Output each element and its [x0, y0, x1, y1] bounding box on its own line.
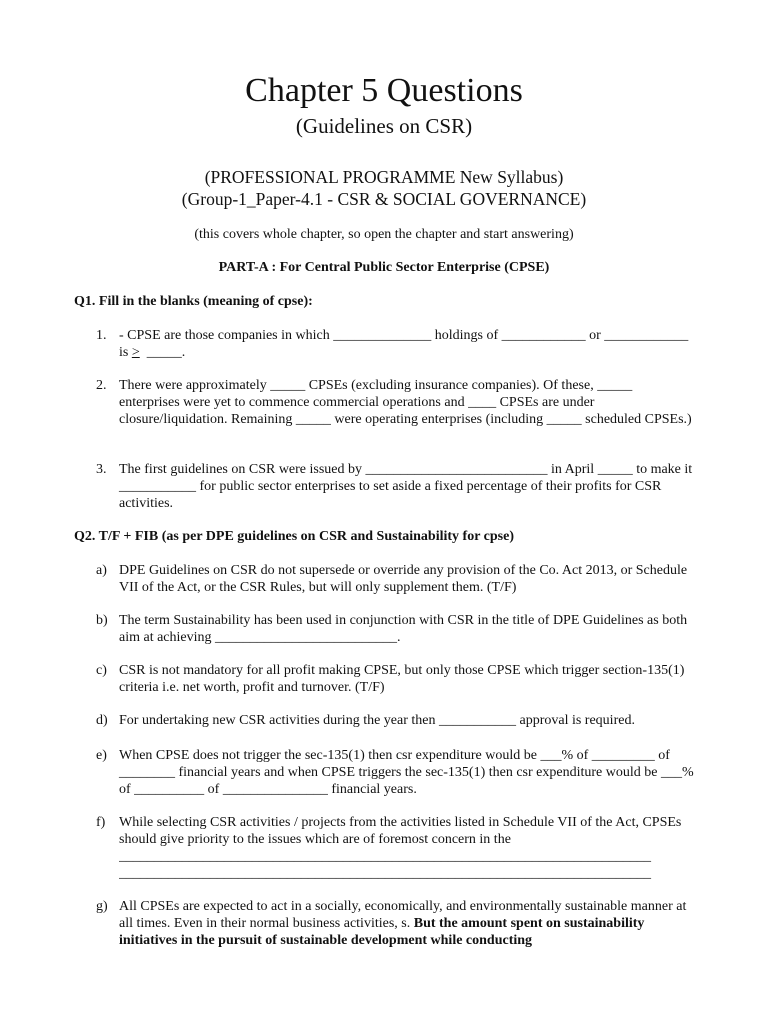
q1-item-1-symbol: > [131, 345, 140, 360]
q2-item-f-marker: f) [96, 815, 106, 830]
programme-line-2: (Group-1_Paper-4.1 - CSR & SOCIAL GOVERNANCE) [181, 189, 587, 209]
page-title: Chapter 5 Questions [245, 72, 523, 109]
q1-item-3-text: The first guidelines on CSR were issued by __________________________ in April _____ to make it ___________ for public sector enterprises to set aside a fixed percentage of their profits for CSR activities. [119, 462, 693, 511]
q2-item-e-text: When CPSE does not trigger the sec-135(1) then csr expenditure would be ___% of _________ of ________ financial years and when CPSE triggers the sec-135(1) then csr expenditure would be ___% of __________ of _______________ financial years. [119, 748, 694, 797]
part-a-heading: PART-A : For Central Public Sector Enterprise (CPSE) [218, 260, 550, 275]
q2-item-a-marker: a) [96, 563, 107, 578]
q2-item-g-text-bold: But the amount spent on sustainability initiatives in the pursuit of sustainable development while conducting [119, 916, 645, 948]
q1-item-2-text: There were approximately _____ CPSEs (excluding insurance companies). Of these, _____ enterprises were yet to commence commercial operations and ____ CPSEs are under closure/liquidation. Remaining _____ were operating enterprises (including _____ scheduled CPSEs.) [119, 378, 692, 427]
q2-item-b-text: The term Sustainability has been used in conjunction with CSR in the title of DPE Guidelines as both aim at achieving __________________________. [119, 613, 688, 645]
q1-item-1-text-b: _____. [139, 345, 186, 360]
q1-item-3-marker: 3. [96, 462, 107, 477]
q2-item-c-text: CSR is not mandatory for all profit making CPSE, but only those CPSE which trigger section-135(1) criteria i.e. net worth, profit and turnover. (T/F) [119, 663, 685, 695]
q1-item-1-text-a: - CPSE are those companies in which ______________ holdings of ____________ or ____________ is [119, 328, 689, 360]
q1-item-2 [96, 377, 696, 428]
q2-item-f-text: While selecting CSR activities / projects from the activities listed in Schedule VII of the Act, CPSEs should give priority to the issues which are of foremost concern in the [119, 815, 682, 847]
q2-item-g-marker: g) [96, 899, 108, 914]
q2-item-d-marker: d) [96, 713, 108, 728]
q2-item-f-blank-line-1: ____________________________________________________________________________ [119, 849, 651, 864]
q2-item-f-blank-line-2: ____________________________________________________________________________ [119, 866, 651, 881]
q1-heading: Q1. Fill in the blanks (meaning of cpse): [74, 294, 313, 309]
q2-item-e [96, 747, 696, 798]
chapter-note: (this covers whole chapter, so open the chapter and start answering) [194, 227, 574, 242]
q2-item-c-marker: c) [96, 663, 107, 678]
page-subtitle: (Guidelines on CSR) [295, 114, 473, 138]
q2-item-d [96, 712, 696, 729]
q1-item-3 [96, 461, 696, 512]
q2-item-g-text-normal: All CPSEs are expected to act in a socially, economically, and environmentally sustainable manner at all times. Even in their normal business activities, s. [119, 899, 687, 931]
programme-line-1: (PROFESSIONAL PROGRAMME New Syllabus) [204, 167, 564, 187]
q1-item-1 [96, 327, 696, 361]
q2-item-a-text: DPE Guidelines on CSR do not supersede or override any provision of the Co. Act 2013, or Schedule VII of the Act, or the CSR Rules, but will only supplement them. (T/F) [119, 563, 688, 595]
q2-item-b-marker: b) [96, 613, 108, 628]
q2-item-c [96, 662, 696, 696]
q2-item-e-marker: e) [96, 748, 107, 763]
q1-item-1-marker: 1. [96, 328, 107, 343]
q1-item-1-text [119, 327, 696, 361]
q2-heading: Q2. T/F + FIB (as per DPE guidelines on CSR and Sustainability for cpse) [74, 529, 514, 544]
q1-item-2-marker: 2. [96, 378, 107, 393]
q2-item-d-text: For undertaking new CSR activities during the year then ___________ approval is required. [119, 713, 635, 728]
q2-item-g-text [119, 898, 696, 949]
q2-item-a [96, 562, 696, 596]
q2-item-f [96, 814, 696, 882]
q2-item-b [96, 612, 696, 646]
q2-item-f-body [119, 814, 696, 882]
q2-item-g [96, 898, 696, 949]
